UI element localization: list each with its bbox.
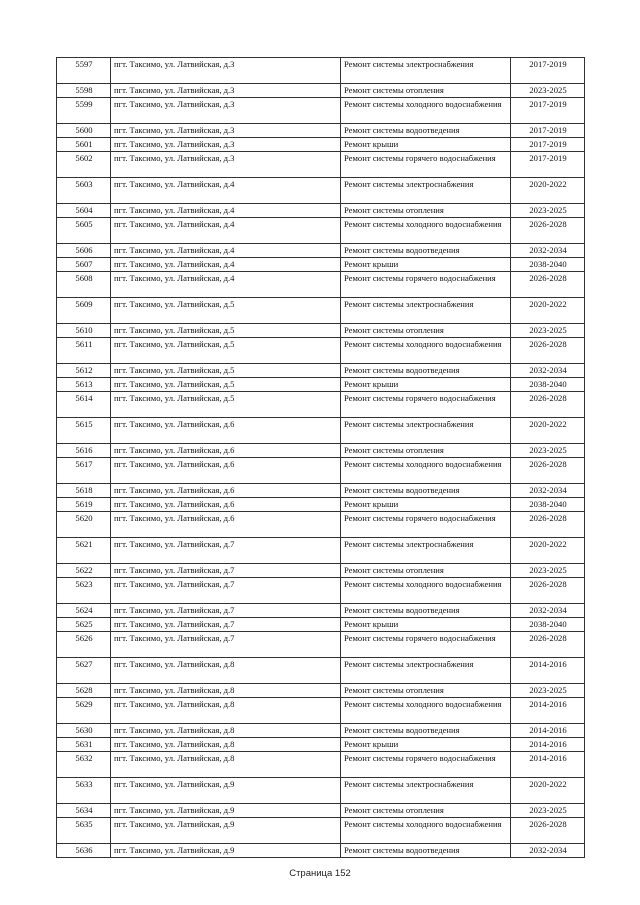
table-row [57, 844, 585, 858]
address-cell: пгт. Таксимо, ул. Латвийская, д.5 [111, 378, 341, 392]
table-row [57, 378, 585, 392]
table-row [57, 778, 585, 804]
address-cell: пгт. Таксимо, ул. Латвийская, д.7 [111, 538, 341, 564]
table-body [57, 58, 585, 858]
row-number-cell: 5612 [57, 364, 111, 378]
table-row [57, 392, 585, 418]
work-type-cell: Ремонт системы водоотведения [341, 484, 511, 498]
work-type-cell: Ремонт крыши [341, 258, 511, 272]
work-type-cell: Ремонт системы электроснабжения [341, 298, 511, 324]
period-cell: 2032-2034 [511, 244, 585, 258]
row-number-cell: 5631 [57, 738, 111, 752]
address-cell: пгт. Таксимо, ул. Латвийская, д.4 [111, 244, 341, 258]
work-type-cell: Ремонт системы отопления [341, 564, 511, 578]
period-cell: 2017-2019 [511, 58, 585, 84]
period-cell: 2038-2040 [511, 618, 585, 632]
work-type-cell: Ремонт системы электроснабжения [341, 418, 511, 444]
table-row [57, 324, 585, 338]
table-row [57, 818, 585, 844]
row-number-cell: 5634 [57, 804, 111, 818]
table-row [57, 98, 585, 124]
period-cell: 2017-2019 [511, 98, 585, 124]
period-cell: 2014-2016 [511, 738, 585, 752]
period-cell: 2020-2022 [511, 778, 585, 804]
table-row [57, 152, 585, 178]
address-cell: пгт. Таксимо, ул. Латвийская, д.7 [111, 618, 341, 632]
row-number-cell: 5617 [57, 458, 111, 484]
table-row [57, 564, 585, 578]
row-number-cell: 5606 [57, 244, 111, 258]
work-type-cell: Ремонт крыши [341, 618, 511, 632]
period-cell: 2026-2028 [511, 392, 585, 418]
row-number-cell: 5629 [57, 698, 111, 724]
address-cell: пгт. Таксимо, ул. Латвийская, д.5 [111, 392, 341, 418]
period-cell: 2026-2028 [511, 458, 585, 484]
table-row [57, 178, 585, 204]
row-number-cell: 5614 [57, 392, 111, 418]
table-row [57, 258, 585, 272]
address-cell: пгт. Таксимо, ул. Латвийская, д.9 [111, 778, 341, 804]
address-cell: пгт. Таксимо, ул. Латвийская, д.4 [111, 218, 341, 244]
table-row [57, 458, 585, 484]
period-cell: 2032-2034 [511, 844, 585, 858]
address-cell: пгт. Таксимо, ул. Латвийская, д.7 [111, 564, 341, 578]
period-cell: 2032-2034 [511, 484, 585, 498]
address-cell: пгт. Таксимо, ул. Латвийская, д.3 [111, 138, 341, 152]
address-cell: пгт. Таксимо, ул. Латвийская, д.6 [111, 484, 341, 498]
table-row [57, 444, 585, 458]
period-cell: 2038-2040 [511, 258, 585, 272]
table-row [57, 138, 585, 152]
row-number-cell: 5627 [57, 658, 111, 684]
period-cell: 2014-2016 [511, 752, 585, 778]
table-row [57, 484, 585, 498]
work-type-cell: Ремонт системы отопления [341, 684, 511, 698]
table-row [57, 604, 585, 618]
row-number-cell: 5602 [57, 152, 111, 178]
table-row [57, 724, 585, 738]
address-cell: пгт. Таксимо, ул. Латвийская, д.8 [111, 738, 341, 752]
work-type-cell: Ремонт системы холодного водоснабжения [341, 338, 511, 364]
address-cell: пгт. Таксимо, ул. Латвийская, д.3 [111, 58, 341, 84]
period-cell: 2017-2019 [511, 138, 585, 152]
address-cell: пгт. Таксимо, ул. Латвийская, д.6 [111, 418, 341, 444]
address-cell: пгт. Таксимо, ул. Латвийская, д.8 [111, 684, 341, 698]
period-cell: 2017-2019 [511, 152, 585, 178]
table-row [57, 364, 585, 378]
row-number-cell: 5618 [57, 484, 111, 498]
table-row [57, 684, 585, 698]
address-cell: пгт. Таксимо, ул. Латвийская, д.4 [111, 178, 341, 204]
row-number-cell: 5619 [57, 498, 111, 512]
work-type-cell: Ремонт системы отопления [341, 324, 511, 338]
period-cell: 2026-2028 [511, 632, 585, 658]
work-type-cell: Ремонт системы холодного водоснабжения [341, 578, 511, 604]
row-number-cell: 5601 [57, 138, 111, 152]
period-cell: 2038-2040 [511, 498, 585, 512]
period-cell: 2026-2028 [511, 338, 585, 364]
period-cell: 2023-2025 [511, 204, 585, 218]
table-row [57, 58, 585, 84]
address-cell: пгт. Таксимо, ул. Латвийская, д.6 [111, 458, 341, 484]
row-number-cell: 5610 [57, 324, 111, 338]
period-cell: 2014-2016 [511, 698, 585, 724]
work-type-cell: Ремонт системы водоотведения [341, 364, 511, 378]
work-type-cell: Ремонт системы холодного водоснабжения [341, 98, 511, 124]
address-cell: пгт. Таксимо, ул. Латвийская, д.4 [111, 204, 341, 218]
work-type-cell: Ремонт системы водоотведения [341, 124, 511, 138]
work-type-cell: Ремонт системы горячего водоснабжения [341, 392, 511, 418]
row-number-cell: 5620 [57, 512, 111, 538]
work-type-cell: Ремонт системы электроснабжения [341, 538, 511, 564]
address-cell: пгт. Таксимо, ул. Латвийская, д.9 [111, 844, 341, 858]
row-number-cell: 5633 [57, 778, 111, 804]
row-number-cell: 5621 [57, 538, 111, 564]
row-number-cell: 5605 [57, 218, 111, 244]
address-cell: пгт. Таксимо, ул. Латвийская, д.3 [111, 152, 341, 178]
work-type-cell: Ремонт системы горячего водоснабжения [341, 512, 511, 538]
table-row [57, 272, 585, 298]
table-row [57, 84, 585, 98]
work-type-cell: Ремонт системы холодного водоснабжения [341, 698, 511, 724]
address-cell: пгт. Таксимо, ул. Латвийская, д.3 [111, 98, 341, 124]
row-number-cell: 5613 [57, 378, 111, 392]
period-cell: 2023-2025 [511, 684, 585, 698]
row-number-cell: 5600 [57, 124, 111, 138]
address-cell: пгт. Таксимо, ул. Латвийская, д.8 [111, 698, 341, 724]
row-number-cell: 5624 [57, 604, 111, 618]
row-number-cell: 5615 [57, 418, 111, 444]
address-cell: пгт. Таксимо, ул. Латвийская, д.4 [111, 258, 341, 272]
period-cell: 2023-2025 [511, 324, 585, 338]
period-cell: 2020-2022 [511, 418, 585, 444]
period-cell: 2032-2034 [511, 604, 585, 618]
table-row [57, 218, 585, 244]
table-row [57, 298, 585, 324]
table-row [57, 124, 585, 138]
work-type-cell: Ремонт системы горячего водоснабжения [341, 152, 511, 178]
row-number-cell: 5608 [57, 272, 111, 298]
work-type-cell: Ремонт системы горячего водоснабжения [341, 272, 511, 298]
work-type-cell: Ремонт системы электроснабжения [341, 178, 511, 204]
period-cell: 2026-2028 [511, 218, 585, 244]
page-number: Страница 152 [289, 868, 351, 879]
work-type-cell: Ремонт системы водоотведения [341, 244, 511, 258]
period-cell: 2023-2025 [511, 444, 585, 458]
period-cell: 2026-2028 [511, 578, 585, 604]
work-type-cell: Ремонт системы водоотведения [341, 844, 511, 858]
row-number-cell: 5599 [57, 98, 111, 124]
work-type-cell: Ремонт системы горячего водоснабжения [341, 752, 511, 778]
period-cell: 2017-2019 [511, 124, 585, 138]
address-cell: пгт. Таксимо, ул. Латвийская, д.5 [111, 324, 341, 338]
address-cell: пгт. Таксимо, ул. Латвийская, д.3 [111, 124, 341, 138]
work-type-cell: Ремонт системы электроснабжения [341, 658, 511, 684]
work-type-cell: Ремонт крыши [341, 138, 511, 152]
table-row [57, 698, 585, 724]
address-cell: пгт. Таксимо, ул. Латвийская, д.6 [111, 444, 341, 458]
work-type-cell: Ремонт системы холодного водоснабжения [341, 818, 511, 844]
period-cell: 2020-2022 [511, 538, 585, 564]
address-cell: пгт. Таксимо, ул. Латвийская, д.5 [111, 298, 341, 324]
work-type-cell: Ремонт системы холодного водоснабжения [341, 458, 511, 484]
work-type-cell: Ремонт системы горячего водоснабжения [341, 632, 511, 658]
work-type-cell: Ремонт системы отопления [341, 84, 511, 98]
row-number-cell: 5607 [57, 258, 111, 272]
address-cell: пгт. Таксимо, ул. Латвийская, д.8 [111, 752, 341, 778]
table-row [57, 498, 585, 512]
table-row [57, 632, 585, 658]
work-type-cell: Ремонт системы электроснабжения [341, 778, 511, 804]
address-cell: пгт. Таксимо, ул. Латвийская, д.6 [111, 512, 341, 538]
row-number-cell: 5598 [57, 84, 111, 98]
table-row [57, 738, 585, 752]
row-number-cell: 5622 [57, 564, 111, 578]
table-row [57, 578, 585, 604]
table-row [57, 658, 585, 684]
work-type-cell: Ремонт системы отопления [341, 204, 511, 218]
address-cell: пгт. Таксимо, ул. Латвийская, д.6 [111, 498, 341, 512]
row-number-cell: 5609 [57, 298, 111, 324]
table-row [57, 752, 585, 778]
address-cell: пгт. Таксимо, ул. Латвийская, д.9 [111, 818, 341, 844]
period-cell: 2023-2025 [511, 804, 585, 818]
period-cell: 2020-2022 [511, 298, 585, 324]
row-number-cell: 5604 [57, 204, 111, 218]
period-cell: 2026-2028 [511, 272, 585, 298]
address-cell: пгт. Таксимо, ул. Латвийская, д.7 [111, 604, 341, 618]
row-number-cell: 5623 [57, 578, 111, 604]
address-cell: пгт. Таксимо, ул. Латвийская, д.7 [111, 578, 341, 604]
row-number-cell: 5625 [57, 618, 111, 632]
period-cell: 2026-2028 [511, 512, 585, 538]
address-cell: пгт. Таксимо, ул. Латвийская, д.8 [111, 724, 341, 738]
table-row [57, 204, 585, 218]
repair-schedule-table [56, 57, 585, 858]
period-cell: 2026-2028 [511, 818, 585, 844]
row-number-cell: 5636 [57, 844, 111, 858]
row-number-cell: 5628 [57, 684, 111, 698]
period-cell: 2020-2022 [511, 178, 585, 204]
period-cell: 2023-2025 [511, 564, 585, 578]
address-cell: пгт. Таксимо, ул. Латвийская, д.5 [111, 338, 341, 364]
address-cell: пгт. Таксимо, ул. Латвийская, д.8 [111, 658, 341, 684]
work-type-cell: Ремонт системы отопления [341, 804, 511, 818]
table-row [57, 804, 585, 818]
table-row [57, 512, 585, 538]
row-number-cell: 5630 [57, 724, 111, 738]
period-cell: 2032-2034 [511, 364, 585, 378]
address-cell: пгт. Таксимо, ул. Латвийская, д.3 [111, 84, 341, 98]
table-row [57, 338, 585, 364]
row-number-cell: 5635 [57, 818, 111, 844]
address-cell: пгт. Таксимо, ул. Латвийская, д.5 [111, 364, 341, 378]
address-cell: пгт. Таксимо, ул. Латвийская, д.9 [111, 804, 341, 818]
table-row [57, 244, 585, 258]
table-row [57, 538, 585, 564]
period-cell: 2014-2016 [511, 658, 585, 684]
table-row [57, 618, 585, 632]
row-number-cell: 5603 [57, 178, 111, 204]
work-type-cell: Ремонт системы водоотведения [341, 724, 511, 738]
address-cell: пгт. Таксимо, ул. Латвийская, д.4 [111, 272, 341, 298]
work-type-cell: Ремонт крыши [341, 378, 511, 392]
row-number-cell: 5632 [57, 752, 111, 778]
period-cell: 2038-2040 [511, 378, 585, 392]
row-number-cell: 5626 [57, 632, 111, 658]
work-type-cell: Ремонт крыши [341, 498, 511, 512]
period-cell: 2014-2016 [511, 724, 585, 738]
address-cell: пгт. Таксимо, ул. Латвийская, д.7 [111, 632, 341, 658]
period-cell: 2023-2025 [511, 84, 585, 98]
row-number-cell: 5616 [57, 444, 111, 458]
work-type-cell: Ремонт системы холодного водоснабжения [341, 218, 511, 244]
work-type-cell: Ремонт системы электроснабжения [341, 58, 511, 84]
work-type-cell: Ремонт системы отопления [341, 444, 511, 458]
row-number-cell: 5611 [57, 338, 111, 364]
work-type-cell: Ремонт системы водоотведения [341, 604, 511, 618]
table-row [57, 418, 585, 444]
row-number-cell: 5597 [57, 58, 111, 84]
work-type-cell: Ремонт крыши [341, 738, 511, 752]
